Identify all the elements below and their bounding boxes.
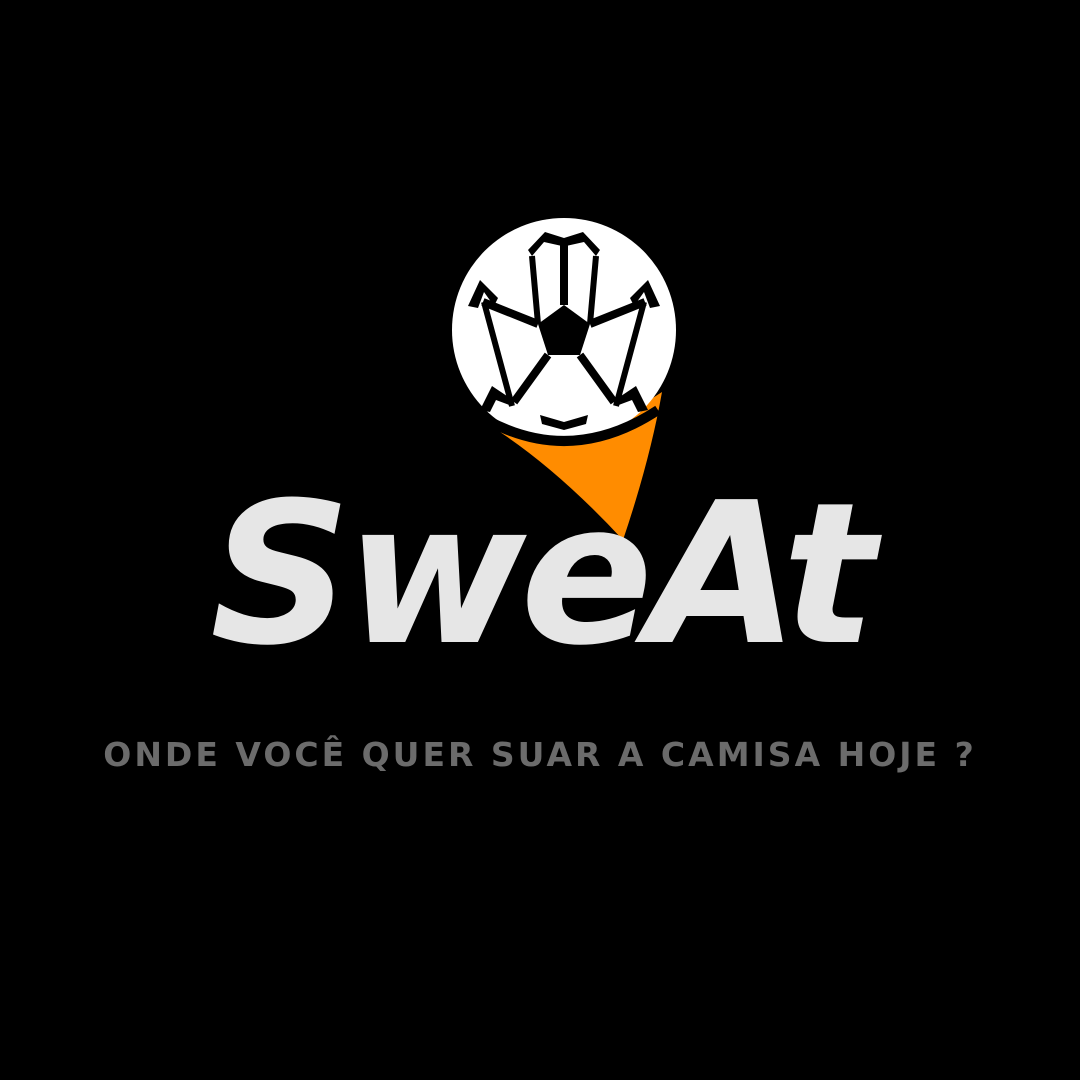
- tagline: ONDE VOCÊ QUER SUAR A CAMISA HOJE ?: [103, 735, 977, 774]
- brand-wordmark: SweAt: [210, 461, 870, 689]
